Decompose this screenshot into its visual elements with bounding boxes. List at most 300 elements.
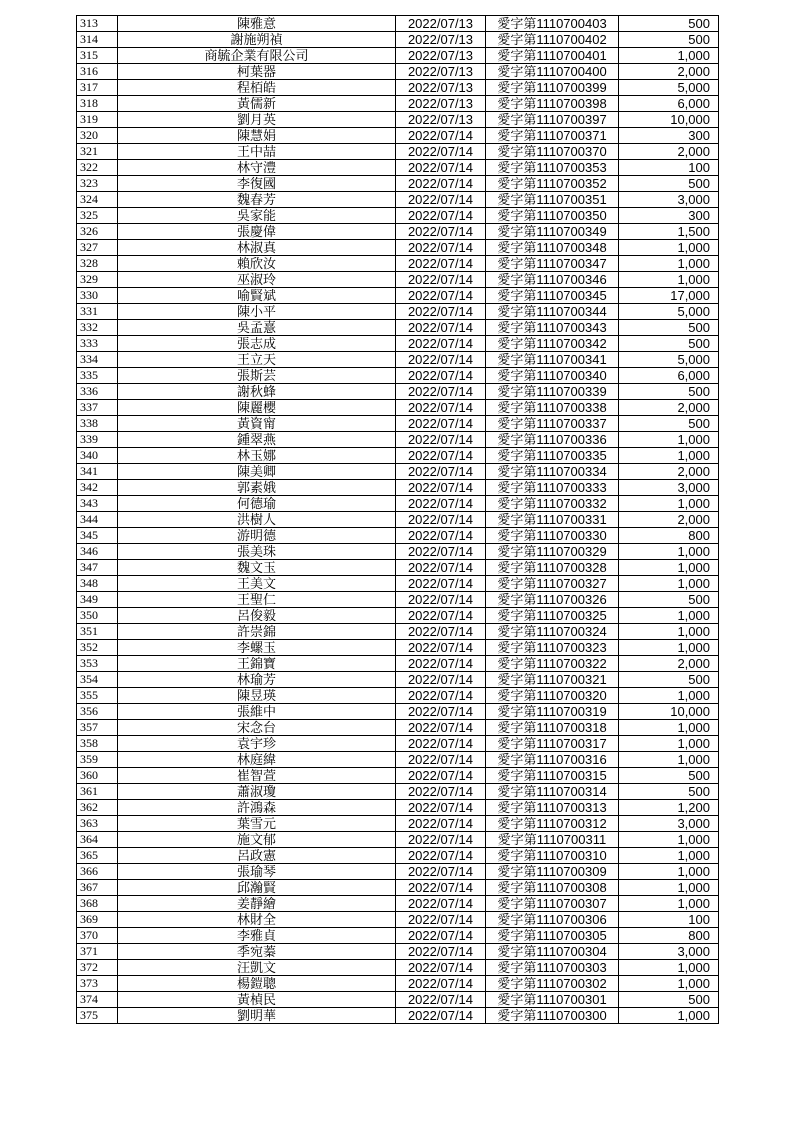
donor-name-cell: 林淑真 xyxy=(118,240,396,256)
receipt-number-cell: 愛字第1110700333 xyxy=(486,480,619,496)
donor-name-cell: 程栢皓 xyxy=(118,80,396,96)
row-number-cell: 317 xyxy=(77,80,118,96)
receipt-number-cell: 愛字第1110700304 xyxy=(486,944,619,960)
donation-date-cell: 2022/07/14 xyxy=(396,416,486,432)
amount-cell: 2,000 xyxy=(619,464,719,480)
receipt-number-cell: 愛字第1110700342 xyxy=(486,336,619,352)
amount-cell: 300 xyxy=(619,208,719,224)
donor-name-cell: 張志成 xyxy=(118,336,396,352)
table-row xyxy=(77,432,719,448)
table-row xyxy=(77,496,719,512)
receipt-number-cell: 愛字第1110700324 xyxy=(486,624,619,640)
row-number-cell: 326 xyxy=(77,224,118,240)
row-number-cell: 340 xyxy=(77,448,118,464)
donor-name-cell: 商毓企業有限公司 xyxy=(118,48,396,64)
amount-cell: 1,000 xyxy=(619,640,719,656)
receipt-number-cell: 愛字第1110700351 xyxy=(486,192,619,208)
row-number-cell: 320 xyxy=(77,128,118,144)
amount-cell: 1,000 xyxy=(619,240,719,256)
donation-date-cell: 2022/07/14 xyxy=(396,496,486,512)
donor-name-cell: 吳家能 xyxy=(118,208,396,224)
receipt-number-cell: 愛字第1110700348 xyxy=(486,240,619,256)
donation-date-cell: 2022/07/14 xyxy=(396,784,486,800)
donor-name-cell: 林玉娜 xyxy=(118,448,396,464)
table-row xyxy=(77,512,719,528)
table-row xyxy=(77,48,719,64)
row-number-cell: 359 xyxy=(77,752,118,768)
donation-date-cell: 2022/07/14 xyxy=(396,768,486,784)
row-number-cell: 322 xyxy=(77,160,118,176)
donation-date-cell: 2022/07/14 xyxy=(396,256,486,272)
amount-cell: 1,000 xyxy=(619,624,719,640)
receipt-number-cell: 愛字第1110700328 xyxy=(486,560,619,576)
row-number-cell: 332 xyxy=(77,320,118,336)
receipt-number-cell: 愛字第1110700306 xyxy=(486,912,619,928)
amount-cell: 10,000 xyxy=(619,112,719,128)
amount-cell: 3,000 xyxy=(619,944,719,960)
table-row xyxy=(77,320,719,336)
donation-date-cell: 2022/07/14 xyxy=(396,144,486,160)
amount-cell: 1,000 xyxy=(619,448,719,464)
donation-date-cell: 2022/07/14 xyxy=(396,544,486,560)
donor-name-cell: 季宛蓁 xyxy=(118,944,396,960)
donor-name-cell: 陳麗櫻 xyxy=(118,400,396,416)
donor-name-cell: 陳昱瑛 xyxy=(118,688,396,704)
donation-date-cell: 2022/07/14 xyxy=(396,448,486,464)
receipt-number-cell: 愛字第1110700341 xyxy=(486,352,619,368)
table-row xyxy=(77,288,719,304)
donation-date-cell: 2022/07/14 xyxy=(396,224,486,240)
table-row xyxy=(77,368,719,384)
donor-name-cell: 袁宇珍 xyxy=(118,736,396,752)
receipt-number-cell: 愛字第1110700323 xyxy=(486,640,619,656)
receipt-number-cell: 愛字第1110700301 xyxy=(486,992,619,1008)
donor-name-cell: 郭素娥 xyxy=(118,480,396,496)
amount-cell: 500 xyxy=(619,336,719,352)
row-number-cell: 329 xyxy=(77,272,118,288)
receipt-number-cell: 愛字第1110700344 xyxy=(486,304,619,320)
amount-cell: 500 xyxy=(619,176,719,192)
receipt-number-cell: 愛字第1110700352 xyxy=(486,176,619,192)
row-number-cell: 368 xyxy=(77,896,118,912)
donor-name-cell: 劉月英 xyxy=(118,112,396,128)
table-row xyxy=(77,304,719,320)
table-row xyxy=(77,912,719,928)
row-number-cell: 373 xyxy=(77,976,118,992)
donor-name-cell: 李螺玉 xyxy=(118,640,396,656)
amount-cell: 500 xyxy=(619,16,719,32)
donation-date-cell: 2022/07/14 xyxy=(396,688,486,704)
receipt-number-cell: 愛字第1110700336 xyxy=(486,432,619,448)
donor-name-cell: 游明德 xyxy=(118,528,396,544)
receipt-number-cell: 愛字第1110700317 xyxy=(486,736,619,752)
amount-cell: 500 xyxy=(619,32,719,48)
table-row xyxy=(77,336,719,352)
table-row xyxy=(77,192,719,208)
donor-name-cell: 黃楨民 xyxy=(118,992,396,1008)
table-row xyxy=(77,112,719,128)
row-number-cell: 371 xyxy=(77,944,118,960)
donor-name-cell: 王聖仁 xyxy=(118,592,396,608)
amount-cell: 300 xyxy=(619,128,719,144)
donation-date-cell: 2022/07/14 xyxy=(396,608,486,624)
donor-name-cell: 陳慧娟 xyxy=(118,128,396,144)
donation-date-cell: 2022/07/14 xyxy=(396,288,486,304)
row-number-cell: 374 xyxy=(77,992,118,1008)
donation-date-cell: 2022/07/14 xyxy=(396,592,486,608)
receipt-number-cell: 愛字第1110700397 xyxy=(486,112,619,128)
receipt-number-cell: 愛字第1110700339 xyxy=(486,384,619,400)
donor-name-cell: 謝施朔禎 xyxy=(118,32,396,48)
amount-cell: 1,000 xyxy=(619,688,719,704)
donation-date-cell: 2022/07/14 xyxy=(396,384,486,400)
donation-date-cell: 2022/07/14 xyxy=(396,672,486,688)
donation-date-cell: 2022/07/14 xyxy=(396,464,486,480)
donor-name-cell: 林瑜芳 xyxy=(118,672,396,688)
amount-cell: 1,000 xyxy=(619,576,719,592)
donation-date-cell: 2022/07/14 xyxy=(396,880,486,896)
amount-cell: 2,000 xyxy=(619,64,719,80)
amount-cell: 800 xyxy=(619,528,719,544)
amount-cell: 1,000 xyxy=(619,880,719,896)
receipt-number-cell: 愛字第1110700303 xyxy=(486,960,619,976)
receipt-number-cell: 愛字第1110700400 xyxy=(486,64,619,80)
donor-name-cell: 邱瀚賢 xyxy=(118,880,396,896)
row-number-cell: 372 xyxy=(77,960,118,976)
amount-cell: 1,000 xyxy=(619,608,719,624)
donor-name-cell: 張斯芸 xyxy=(118,368,396,384)
table-row xyxy=(77,896,719,912)
donor-name-cell: 林財全 xyxy=(118,912,396,928)
donor-name-cell: 劉明華 xyxy=(118,1008,396,1024)
donor-name-cell: 魏文玉 xyxy=(118,560,396,576)
row-number-cell: 344 xyxy=(77,512,118,528)
receipt-number-cell: 愛字第1110700403 xyxy=(486,16,619,32)
receipt-number-cell: 愛字第1110700319 xyxy=(486,704,619,720)
donor-name-cell: 葉雪元 xyxy=(118,816,396,832)
row-number-cell: 327 xyxy=(77,240,118,256)
table-row xyxy=(77,720,719,736)
donation-date-cell: 2022/07/14 xyxy=(396,576,486,592)
donor-name-cell: 施文郁 xyxy=(118,832,396,848)
amount-cell: 500 xyxy=(619,784,719,800)
donation-date-cell: 2022/07/14 xyxy=(396,480,486,496)
receipt-number-cell: 愛字第1110700329 xyxy=(486,544,619,560)
table-row xyxy=(77,208,719,224)
row-number-cell: 357 xyxy=(77,720,118,736)
table-row xyxy=(77,128,719,144)
row-number-cell: 334 xyxy=(77,352,118,368)
table-row xyxy=(77,224,719,240)
receipt-number-cell: 愛字第1110700305 xyxy=(486,928,619,944)
amount-cell: 100 xyxy=(619,160,719,176)
table-row xyxy=(77,480,719,496)
donor-name-cell: 陳小平 xyxy=(118,304,396,320)
row-number-cell: 338 xyxy=(77,416,118,432)
donation-date-cell: 2022/07/14 xyxy=(396,960,486,976)
table-row xyxy=(77,832,719,848)
table-row xyxy=(77,752,719,768)
donation-date-cell: 2022/07/13 xyxy=(396,16,486,32)
donor-name-cell: 許崇錦 xyxy=(118,624,396,640)
receipt-number-cell: 愛字第1110700311 xyxy=(486,832,619,848)
donor-name-cell: 柯葉器 xyxy=(118,64,396,80)
receipt-number-cell: 愛字第1110700316 xyxy=(486,752,619,768)
receipt-number-cell: 愛字第1110700370 xyxy=(486,144,619,160)
table-row xyxy=(77,64,719,80)
amount-cell: 1,000 xyxy=(619,896,719,912)
receipt-number-cell: 愛字第1110700334 xyxy=(486,464,619,480)
donation-date-cell: 2022/07/14 xyxy=(396,704,486,720)
table-row xyxy=(77,528,719,544)
table-row xyxy=(77,160,719,176)
donation-date-cell: 2022/07/14 xyxy=(396,896,486,912)
row-number-cell: 328 xyxy=(77,256,118,272)
row-number-cell: 356 xyxy=(77,704,118,720)
row-number-cell: 375 xyxy=(77,1008,118,1024)
donation-date-cell: 2022/07/14 xyxy=(396,192,486,208)
donation-date-cell: 2022/07/14 xyxy=(396,160,486,176)
row-number-cell: 369 xyxy=(77,912,118,928)
donor-name-cell: 王錦寶 xyxy=(118,656,396,672)
table-row xyxy=(77,352,719,368)
table-row xyxy=(77,704,719,720)
donor-name-cell: 謝秋蜂 xyxy=(118,384,396,400)
amount-cell: 100 xyxy=(619,912,719,928)
row-number-cell: 348 xyxy=(77,576,118,592)
row-number-cell: 346 xyxy=(77,544,118,560)
donation-table xyxy=(76,15,719,1024)
donation-date-cell: 2022/07/14 xyxy=(396,560,486,576)
table-row xyxy=(77,976,719,992)
donation-date-cell: 2022/07/14 xyxy=(396,912,486,928)
table-row xyxy=(77,880,719,896)
donation-date-cell: 2022/07/14 xyxy=(396,992,486,1008)
amount-cell: 800 xyxy=(619,928,719,944)
receipt-number-cell: 愛字第1110700309 xyxy=(486,864,619,880)
donation-date-cell: 2022/07/14 xyxy=(396,1008,486,1024)
table-row xyxy=(77,944,719,960)
receipt-number-cell: 愛字第1110700350 xyxy=(486,208,619,224)
amount-cell: 500 xyxy=(619,592,719,608)
donor-name-cell: 喻賢斌 xyxy=(118,288,396,304)
donor-name-cell: 崔智萱 xyxy=(118,768,396,784)
amount-cell: 1,000 xyxy=(619,752,719,768)
row-number-cell: 361 xyxy=(77,784,118,800)
table-row xyxy=(77,32,719,48)
table-row xyxy=(77,416,719,432)
donor-name-cell: 許鴻森 xyxy=(118,800,396,816)
donor-name-cell: 巫淑玲 xyxy=(118,272,396,288)
table-row xyxy=(77,144,719,160)
row-number-cell: 314 xyxy=(77,32,118,48)
donor-name-cell: 張美珠 xyxy=(118,544,396,560)
table-row xyxy=(77,608,719,624)
amount-cell: 1,000 xyxy=(619,560,719,576)
row-number-cell: 360 xyxy=(77,768,118,784)
table-row xyxy=(77,864,719,880)
donation-date-cell: 2022/07/14 xyxy=(396,752,486,768)
table-row xyxy=(77,960,719,976)
amount-cell: 1,000 xyxy=(619,976,719,992)
donor-name-cell: 鍾翠燕 xyxy=(118,432,396,448)
table-row xyxy=(77,256,719,272)
donation-date-cell: 2022/07/14 xyxy=(396,128,486,144)
donation-date-cell: 2022/07/14 xyxy=(396,320,486,336)
donation-date-cell: 2022/07/13 xyxy=(396,32,486,48)
donor-name-cell: 王立天 xyxy=(118,352,396,368)
row-number-cell: 343 xyxy=(77,496,118,512)
receipt-number-cell: 愛字第1110700307 xyxy=(486,896,619,912)
donor-name-cell: 魏春芳 xyxy=(118,192,396,208)
amount-cell: 17,000 xyxy=(619,288,719,304)
table-row xyxy=(77,672,719,688)
receipt-number-cell: 愛字第1110700402 xyxy=(486,32,619,48)
table-row xyxy=(77,784,719,800)
row-number-cell: 335 xyxy=(77,368,118,384)
donor-name-cell: 陳雅意 xyxy=(118,16,396,32)
row-number-cell: 339 xyxy=(77,432,118,448)
donation-date-cell: 2022/07/14 xyxy=(396,528,486,544)
row-number-cell: 336 xyxy=(77,384,118,400)
donor-name-cell: 吳孟憙 xyxy=(118,320,396,336)
donor-name-cell: 楊鎧聰 xyxy=(118,976,396,992)
donation-date-cell: 2022/07/14 xyxy=(396,240,486,256)
table-row xyxy=(77,592,719,608)
amount-cell: 3,000 xyxy=(619,480,719,496)
table-row xyxy=(77,928,719,944)
table-row xyxy=(77,800,719,816)
table-row xyxy=(77,544,719,560)
amount-cell: 6,000 xyxy=(619,368,719,384)
row-number-cell: 347 xyxy=(77,560,118,576)
receipt-number-cell: 愛字第1110700332 xyxy=(486,496,619,512)
table-row xyxy=(77,464,719,480)
donor-name-cell: 何德瑜 xyxy=(118,496,396,512)
row-number-cell: 315 xyxy=(77,48,118,64)
row-number-cell: 333 xyxy=(77,336,118,352)
donation-date-cell: 2022/07/13 xyxy=(396,112,486,128)
table-row xyxy=(77,848,719,864)
receipt-number-cell: 愛字第1110700326 xyxy=(486,592,619,608)
donation-date-cell: 2022/07/14 xyxy=(396,208,486,224)
donor-name-cell: 宋念台 xyxy=(118,720,396,736)
receipt-number-cell: 愛字第1110700353 xyxy=(486,160,619,176)
donation-date-cell: 2022/07/14 xyxy=(396,656,486,672)
row-number-cell: 325 xyxy=(77,208,118,224)
donor-name-cell: 李雅貞 xyxy=(118,928,396,944)
amount-cell: 2,000 xyxy=(619,656,719,672)
receipt-number-cell: 愛字第1110700321 xyxy=(486,672,619,688)
table-row xyxy=(77,768,719,784)
receipt-number-cell: 愛字第1110700313 xyxy=(486,800,619,816)
receipt-number-cell: 愛字第1110700340 xyxy=(486,368,619,384)
donor-name-cell: 賴欣汝 xyxy=(118,256,396,272)
amount-cell: 5,000 xyxy=(619,352,719,368)
amount-cell: 5,000 xyxy=(619,80,719,96)
amount-cell: 1,500 xyxy=(619,224,719,240)
donation-date-cell: 2022/07/14 xyxy=(396,800,486,816)
receipt-number-cell: 愛字第1110700335 xyxy=(486,448,619,464)
table-row xyxy=(77,688,719,704)
table-row xyxy=(77,240,719,256)
row-number-cell: 316 xyxy=(77,64,118,80)
donor-name-cell: 張維中 xyxy=(118,704,396,720)
donor-name-cell: 黃資甯 xyxy=(118,416,396,432)
table-row xyxy=(77,576,719,592)
donation-date-cell: 2022/07/14 xyxy=(396,368,486,384)
donation-date-cell: 2022/07/13 xyxy=(396,48,486,64)
donor-name-cell: 呂俊毅 xyxy=(118,608,396,624)
donation-date-cell: 2022/07/14 xyxy=(396,864,486,880)
receipt-number-cell: 愛字第1110700330 xyxy=(486,528,619,544)
donation-date-cell: 2022/07/13 xyxy=(396,64,486,80)
donation-date-cell: 2022/07/14 xyxy=(396,272,486,288)
row-number-cell: 362 xyxy=(77,800,118,816)
donation-date-cell: 2022/07/13 xyxy=(396,80,486,96)
amount-cell: 1,000 xyxy=(619,1008,719,1024)
donor-name-cell: 張瑜琴 xyxy=(118,864,396,880)
donor-name-cell: 王美文 xyxy=(118,576,396,592)
table-row xyxy=(77,736,719,752)
amount-cell: 1,000 xyxy=(619,272,719,288)
row-number-cell: 342 xyxy=(77,480,118,496)
receipt-number-cell: 愛字第1110700310 xyxy=(486,848,619,864)
table-row xyxy=(77,640,719,656)
receipt-number-cell: 愛字第1110700399 xyxy=(486,80,619,96)
amount-cell: 2,000 xyxy=(619,400,719,416)
table-row xyxy=(77,448,719,464)
donor-name-cell: 蕭淑瓊 xyxy=(118,784,396,800)
table-row xyxy=(77,16,719,32)
receipt-number-cell: 愛字第1110700398 xyxy=(486,96,619,112)
receipt-number-cell: 愛字第1110700320 xyxy=(486,688,619,704)
table-row xyxy=(77,1008,719,1024)
donation-date-cell: 2022/07/14 xyxy=(396,848,486,864)
receipt-number-cell: 愛字第1110700327 xyxy=(486,576,619,592)
amount-cell: 1,000 xyxy=(619,960,719,976)
row-number-cell: 324 xyxy=(77,192,118,208)
row-number-cell: 337 xyxy=(77,400,118,416)
table-row xyxy=(77,80,719,96)
donation-table-body xyxy=(77,16,719,1024)
receipt-number-cell: 愛字第1110700308 xyxy=(486,880,619,896)
row-number-cell: 370 xyxy=(77,928,118,944)
donor-name-cell: 李復國 xyxy=(118,176,396,192)
amount-cell: 1,000 xyxy=(619,720,719,736)
row-number-cell: 367 xyxy=(77,880,118,896)
donor-name-cell: 洪樹人 xyxy=(118,512,396,528)
donation-date-cell: 2022/07/14 xyxy=(396,176,486,192)
row-number-cell: 358 xyxy=(77,736,118,752)
table-row xyxy=(77,816,719,832)
receipt-number-cell: 愛字第1110700343 xyxy=(486,320,619,336)
donation-date-cell: 2022/07/14 xyxy=(396,432,486,448)
donor-name-cell: 張慶偉 xyxy=(118,224,396,240)
receipt-number-cell: 愛字第1110700315 xyxy=(486,768,619,784)
receipt-number-cell: 愛字第1110700338 xyxy=(486,400,619,416)
row-number-cell: 366 xyxy=(77,864,118,880)
amount-cell: 1,000 xyxy=(619,848,719,864)
row-number-cell: 331 xyxy=(77,304,118,320)
receipt-number-cell: 愛字第1110700347 xyxy=(486,256,619,272)
amount-cell: 1,000 xyxy=(619,496,719,512)
receipt-number-cell: 愛字第1110700318 xyxy=(486,720,619,736)
receipt-number-cell: 愛字第1110700314 xyxy=(486,784,619,800)
row-number-cell: 349 xyxy=(77,592,118,608)
amount-cell: 500 xyxy=(619,384,719,400)
donation-date-cell: 2022/07/14 xyxy=(396,816,486,832)
